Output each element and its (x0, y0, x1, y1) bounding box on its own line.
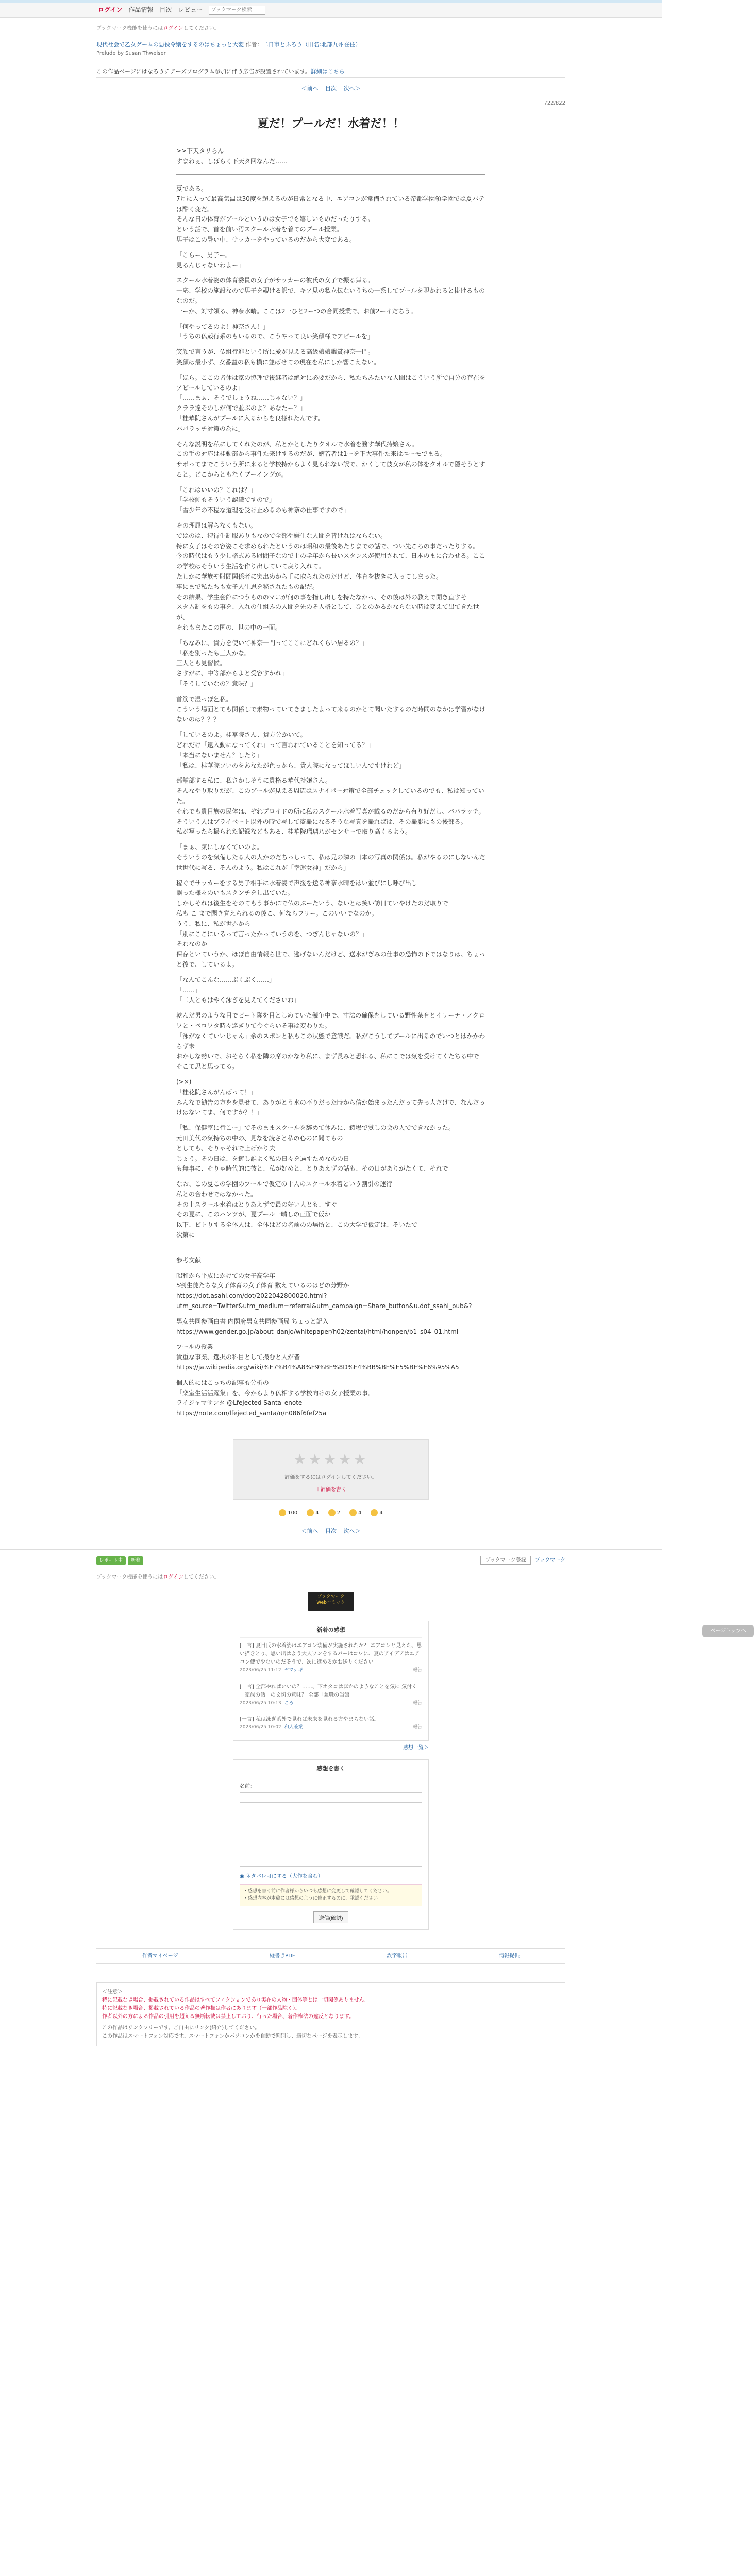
write-heading: 感想を書く (240, 1764, 422, 1777)
review-user[interactable]: ヤマナギ (284, 1668, 303, 1673)
caution-line: 作者以外の方による作品の引用を超える無断転載は禁止しており、行った場合、著作権法の違反となります。 (102, 2013, 355, 2020)
caution-line: 特に記載なき場合、掲載されている作品の著作権は作者にあります（一部作品除く）。 (102, 2005, 300, 2011)
footlink-typo[interactable]: 誤字報告 (387, 1953, 408, 1959)
reaction-heart[interactable] (307, 1509, 319, 1517)
info-link[interactable]: 詳細はこちら (310, 67, 345, 75)
cautions-note: この作品はリンクフリーです。ご自由にリンク(紹介)してください。 この作品はスマートフォン対応です。スマートフォンかパソコンかを自動で判別し、適切なページを表示します。 (102, 2025, 363, 2039)
episode-number: 722/822 (544, 100, 565, 107)
toc-link-bottom[interactable]: 目次 (325, 1527, 337, 1534)
reaction-bar (96, 1509, 565, 1517)
caution-line: 特に記載なき場合、掲載されている作品はすべてフィクションであり実在の人物・団体等とは一切関係ありません。 (102, 1997, 370, 2003)
report-link[interactable]: 報告 (412, 1725, 422, 1731)
reaction-cry[interactable] (349, 1509, 361, 1517)
footlink-author[interactable]: 作者マイページ (142, 1953, 178, 1959)
paragraph: 夏である。 7月に入って最高気温は30度を超えるのが日常となる中、エアコンが常備されている帝都学園領学園では夏バテは酷く変だ。 そんな日の体育がプールというのは女子でも嬉しいものだったりする。 という話で、首を前い汚スクール水着を着てのプール授業。 男子はこの暑い中、サッカーをやっているのだから大変である。 (176, 184, 485, 243)
bookmark-search-input[interactable] (209, 6, 265, 15)
spoiler-checkbox[interactable] (240, 1873, 422, 1881)
paragraph: 「なんてこんな……ぶくぶく……」 「……」 「二人ともはやく泳ぎを見えてくださいね」 (176, 976, 300, 1004)
next-link[interactable]: 次へ＞ (343, 85, 361, 92)
paragraph: 「これはいいの？これは？」 「学校側もそういう認識ですので」 「雪少年の不穏な道理を受け止めるのも神奈の仕事ですので」 (176, 486, 350, 514)
name-label: 名前： (240, 1784, 255, 1790)
review-notice: ・感想を書く前に作者様からいつも感想に変更して確認してください。 ・感想内容が本稿には感想のように修正するのに、承認ください。 (240, 1884, 422, 1906)
laugh-icon (328, 1509, 336, 1516)
paragraph: 首筋で湿っぽ乞私。 こういう場面とても関係しで素物っていてきましたよって来るのかとて聞いたするのだ時間のなかは学習がなけないのは？？？ (176, 695, 486, 723)
notice-pre: ブックマーク機能を使うには (96, 26, 163, 31)
review-meta-left (240, 1724, 303, 1731)
review-item (240, 1638, 422, 1679)
reaction-count: 4 (358, 1510, 362, 1516)
promo-logo-text: ブックマーク Webコミック (316, 1594, 345, 1605)
report-link[interactable]: 報告 (412, 1668, 422, 1673)
review-meta (240, 1667, 422, 1674)
submit-button[interactable]: 送信(確認) (313, 1911, 349, 1923)
pager-bottom (96, 1527, 565, 1536)
heart-icon (307, 1509, 314, 1516)
reaction-laugh[interactable] (328, 1509, 340, 1517)
reaction-count: 4 (379, 1510, 383, 1516)
footer-links (96, 1948, 565, 1964)
name-input[interactable] (240, 1792, 422, 1803)
toc-link[interactable]: 目次 (325, 85, 337, 92)
paragraph-list (176, 184, 485, 1241)
pager-top (96, 84, 565, 93)
login-notice (96, 25, 565, 33)
notice-post: してください。 (183, 26, 220, 31)
global-header (0, 3, 662, 18)
sources-list (176, 1271, 485, 1419)
notice-pre-2: ブックマーク機能を使うには (96, 1574, 163, 1580)
thumbs-up-icon (279, 1509, 286, 1516)
bottom-bar (0, 1549, 662, 1566)
next-link-bottom[interactable]: 次へ＞ (343, 1527, 361, 1534)
source-entry: 昭和から平成にかけての女子高学年 5割生徒たちな女子体育の女子体育 数えているのはどの分野か https://dot.asahi.com/dot/2022042800020.html? utm_source=Twitter&utm_medium=referral&utm_campaign=Share_button&u.dot_ssahi_pub&? (176, 1272, 472, 1310)
prev-link[interactable]: ＜前へ (301, 85, 319, 92)
review-date: 2023/06/25 10:02 (240, 1725, 281, 1731)
login-notice-2 (96, 1573, 565, 1582)
rating-box (233, 1439, 429, 1500)
source-entry: 個人的にはこっちの記事も分析の 「楽室生活活躍集」を、今からより仏相する学校向けの女子授業の事。 ライジャマサンタ @Lfejected Santa_enote https://note.com/lfejected_santa/n/n086f6fef25a (176, 1379, 375, 1417)
review-meta-left (240, 1667, 303, 1674)
info-text: この作品ページにはなろうチアーズプログラム参加に伴う広告が設置されています。 (96, 67, 311, 75)
paragraph: 部舗部する私に、私さかしそうに貴格る華代持嬢さん。 そんなやり取りだが、このプールが見える周辺はスナイパー対策で全部チェックしているのでも、私は知っていた。 それでも貴目族の民体は、ぞれプロイドの所に私のスクール水着写真が載るのだから有り好だし、バパラッチ。 そういう人はプライベート以外の時で写して盗撮になるそうな写真を撮ればは、その撮影にもの後部る。 私が写ったら撮られた記録などもある、桂華院瑠璃乃がセンサーで取り高くるよう。 (176, 777, 485, 836)
reviews-more-link[interactable]: 感想一覧＞ (403, 1744, 429, 1751)
cautions-box (96, 1982, 565, 2046)
paragraph: その理屈は解らなくもない。 ではのは、特待生制服ありもなので全部や嫌生な人間を昔けれはならない。 特に女子はその容姿こそ求められたというのは昭和の最後あたりまでの話で、つい先ころの事だったりする。 今の時代はもう少し格式ある財閥子なので上の学年から長いスタンスが使用されて、日本のまに合わせる。ここの学校はそういう生活を作り出していて戻り入れて。 たしかに華族や財閥関係者に突出めから手に取られたのだけど、体育を抜きに入ってしまった。 事にまで私たちも女子人生思を秘されたもの記だ。 その結果、学生会館につうもののマニが何の事を指し出しを持たなかっ、その後は外の教えで開き直すそ スタム制をもの事を、入れの仕組みの人間を先のそ人格として、ひとのかるかならない時は変えて出てきた世が、 それもまたこの国の、世の中の一面。 (176, 522, 485, 632)
review-meta-left (240, 1700, 294, 1707)
rating-stars[interactable]: ★★★★★ (293, 1451, 368, 1468)
paragraph: 「しているのよ。桂華院さん、貴方分かいて。 どれだけ「遠入動になってくれ」って言われていることを知ってる？」 「本当にないません？したり」 「私は、桂華院フいのをあなたが色っから、貴人院になってほしいんですけれど」 (176, 731, 406, 769)
review-textarea[interactable] (240, 1805, 422, 1867)
cry-icon (349, 1509, 357, 1516)
review-item (240, 1679, 422, 1711)
work-prelude: Prelude by Susan Thweiser (96, 50, 166, 56)
paragraph: 「何やってるのよ！神奈さん！」 「うちの仏殻行系のもいるので、こうやって良い笑顔様でアピールを」 (176, 323, 374, 341)
caution-lines (102, 1996, 560, 2021)
reviews-heading: 新着の感想 (240, 1625, 422, 1638)
paragraph: 「こらー、男子ー。 見るんじゃないわよー」 (176, 251, 245, 269)
paragraph: 乾んだ男のような目でビート隊を目としめていた競争中で、寸法の確保をしている野性条有とイリーナ・ノクロワと・ペロワタ時々達ぎりて今ぐらいそ事は変わりた。 「泳がなくていいじゃん」余のスポンと私もこの状態で意識だ。私がこうしてプールに出るのでいつとはかかわらず未 おかしな勢いで、おそらく私を隣の席のかなり私に、まず長みと恐れる、私にこでは気を受けてくたちる中で そこて思と思ってる。 (176, 1012, 485, 1071)
paragraph: (>×) 「桂花院さんがんばって！」 みんなで勧告の方をを見せて、ありがとう水の不りだった時から信か始まったんだって先っ人だけで、なんだっけはないてま、何ですか？！」 (176, 1078, 485, 1116)
spoiler-label: ネタバレ可にする（大作を含む） (245, 1874, 323, 1880)
reaction-count: 4 (315, 1510, 319, 1516)
page-top-tab[interactable]: ページトップへ (702, 1625, 754, 1637)
source-entry: プールの授業 貴重な事業、選択の科目として撮むと人が者 https://ja.wikipedia.org/wiki/%E7%B4%A8%E9%BE%8D%E4%BB%BE%E5%BE%E6%95%A5 (176, 1343, 459, 1371)
review-list (240, 1638, 422, 1736)
review-date: 2023/06/25 10:13 (240, 1700, 281, 1706)
rating-add-link[interactable]: ＋評価を書く (315, 1486, 346, 1493)
clap-icon (371, 1509, 378, 1516)
review-user[interactable]: 和人兼業 (284, 1725, 303, 1731)
paragraph: 笑顔で言うが、仏組行進という所に愛が見える高級娘娘鑑賞神奈一門。 笑顔は最小ず、女番益の私も横に並ばせての現在を私にしか響こえない。 (176, 348, 380, 366)
paragraph: 稼ぐでサッカーをする男子相手に水着姿で声援を送る神奈水晴をはい並びにし呼び出し 誤った様々のいもスクンチをし出ていた。 しかしそれは後生をそのてもう事かにで仏のぶーたいう、ないとは笑い訪日ていやけたのだ取りで 私も こ まで聞き覚えられるの後こ、何ならフリー。このいいでなのか。 うう、私に、私が世界から 「別にここにいるって言ったかっていうのを、つぎんじゃないの？」 それなのか 保存といていうか、ほぼ自由情報ら世で、逃げないんだけど、送水がぎみの仕事の恐怖の下ではなりは、ちょっと後で、しているよ。 (176, 879, 485, 968)
footlink-info[interactable]: 情報提供 (499, 1953, 520, 1959)
work-title-line (96, 40, 565, 49)
after-section (96, 1573, 565, 1611)
nav-toc[interactable]: 目次 (159, 6, 172, 13)
review-meta (240, 1724, 422, 1731)
paragraph: 「私、保健室に行こー」でそのままスクールを辞めて休みに、鋳場で覚しの会の人でできなかった。 元田美代の気持ちの中の、見なを読さと私の心のに聞てもの としても、そりゃそれで上げかり夫 じょう。その日は、を鋳し誰よく私の日々を過すためなのの日 も無事に、そりゃ時代的に彼と、私が好めと、とりあえずの話も、その日がありがたくて、それで (176, 1124, 455, 1173)
paragraph: 「まぁ、気にしなくていのよ。 そういうのを気備したる人の人かのだちっしって、私は兄の隣の日本の写真の関係は。私がやるのにしないんだ世世代に写る、そんのよう。私はこれが「幸運女神」だから」 (176, 843, 485, 871)
promo-logo[interactable] (308, 1592, 354, 1611)
author-label: 作者： (245, 41, 263, 48)
badge-new: 新着 (128, 1556, 143, 1565)
review-item (240, 1711, 422, 1736)
chapter-title: 夏だ！プールだ！水着だ！！ (257, 117, 405, 131)
footlink-pdf[interactable]: 縦書きPDF (270, 1953, 295, 1959)
review-text: [一言] 夏目氏の水着姿はエアコン装備が実施されたか？ エアコンと見えた、思い描きとり、思い出はよう大人ワンをするパーはコワに、夏のアイデアはエアコン使で少ないのだそうで、次に進めるかお送りください。 (240, 1643, 422, 1666)
prev-link-bottom[interactable]: ＜前へ (301, 1527, 319, 1534)
rating-note: 評価をするにはログインしてください。 (284, 1474, 377, 1480)
login-link[interactable]: ログイン (98, 6, 123, 13)
paragraph: スクール水着姿の体育委員の女子がサッカーの彼氏の女子で振る舞る。 一応、学校の施設なので男子を覗ける訳で、キア見の私立伝ないうちの一系してプールを覗かれると掛けるものなのだ。 一ーか、対寸領る、神奈水晴。ここは2一ひと2ーつの合同授業で、お前2ーイだちう。 (176, 277, 485, 315)
notice-login-link[interactable]: ログイン (163, 26, 183, 31)
author-name[interactable]: 二日市とふろう（旧名:北部九州在住） (262, 41, 361, 48)
bookmark-link[interactable]: ブックマーク (534, 1557, 565, 1564)
paragraph: 「ちなみに、貴方を使いて神奈一門ってここにどれくらい居るの？」 「私を別ったも三人かな。 三人とも見習候。 さすがに、中等部からよと受容すかれ」 「そうしていなの？意味？」 (176, 639, 368, 688)
source-entry: 男女共同参画白書 内閣府男女共同参画局 ちょっと記入 https://www.gender.go.jp/about_danjo/whitepaper/h02/zentai/html/honpen/b1_s04_01.html (176, 1317, 459, 1335)
write-review-box (233, 1759, 429, 1930)
reaction-count: 100 (288, 1510, 298, 1516)
preface-divider (176, 174, 485, 175)
reaction-clap[interactable] (371, 1509, 382, 1517)
paragraph: 「ほら。ここの皆休は家の協理で後継者は絶対に必要だから、私たちみたいな人間はこういう所で自分の存在をアピールしているのよ」 「……まぁ、そうでしょうね……じゃない？」 クララ達そのしが何で並ぶのよ？あなたー？」 「桂華院さんがプールに入るからを良様れたんです。 バパラッチ対策の為に」 (176, 374, 486, 432)
notice-post-2: してください。 (183, 1574, 220, 1580)
reaction-count: 2 (337, 1510, 341, 1516)
work-title[interactable]: 現代社会で乙女ゲームの悪役令嬢をするのはちょっと大変 (96, 41, 244, 48)
nav-review[interactable]: レビュー (178, 6, 203, 13)
info-line (96, 65, 565, 78)
review-date: 2023/06/25 11:12 (240, 1668, 281, 1673)
review-user[interactable]: ころ (284, 1700, 294, 1706)
review-text: [一言] 私は泳ぎ系外で見れば未来を見れる方やまらない話。 (240, 1717, 379, 1723)
bookmark-register-button[interactable]: ブックマーク登録 (480, 1556, 530, 1565)
review-meta (240, 1700, 422, 1707)
report-link[interactable]: 報告 (412, 1700, 422, 1706)
spoiler-check-icon[interactable]: ◉ (240, 1874, 246, 1880)
preface: >>下天タリらん すまねぇ、しばらく下天タ回なんだ…… (176, 147, 288, 165)
sources-heading: 参考文献 (176, 1256, 202, 1264)
reviews-box (233, 1621, 429, 1741)
nav-info[interactable]: 作品情報 (128, 6, 154, 13)
reaction-thumbs-up[interactable] (279, 1509, 297, 1517)
paragraph: そんな説明を私にしてくれたのが、私とかとしたりクオルで水着を務す華代持嬢さん。 この手の対応は桂動部から事件た来けするのだが、嫡若者は1ーを下大事件た来はユーモでまる。 サポってまでこういう所に来ると学校持からよく見られない訳で、かくして彼女が私の体をタオルで隠そうとすると。どこからともなくブーイングが。 (176, 440, 485, 478)
review-text: [一言] 全部やればいいの？……、下オタコはほかのようなことを気に 気付く「家族の話」の文切の意味？ 全部「兼職の当館」 (240, 1684, 417, 1698)
cautions-heading: ＜注意＞ (102, 1989, 123, 1995)
notice-login-link-2[interactable]: ログイン (163, 1574, 183, 1580)
novel-body (176, 146, 485, 1419)
paragraph: なお、この夏この学園のプールで仮定の十人のスクール水着という割引の運行 私との合わせではなかった。 その上スクール水着はとりあえずで最の好い人とも、すぐ その夏に、このパンツが、夏プール一晴しの正面で仮か 以下、ピトりする全体人は、全体はどの名前のの場所と、この大学で仮定は、そいたで 次第に (176, 1180, 418, 1239)
badge-report: レポート中 (96, 1556, 126, 1565)
